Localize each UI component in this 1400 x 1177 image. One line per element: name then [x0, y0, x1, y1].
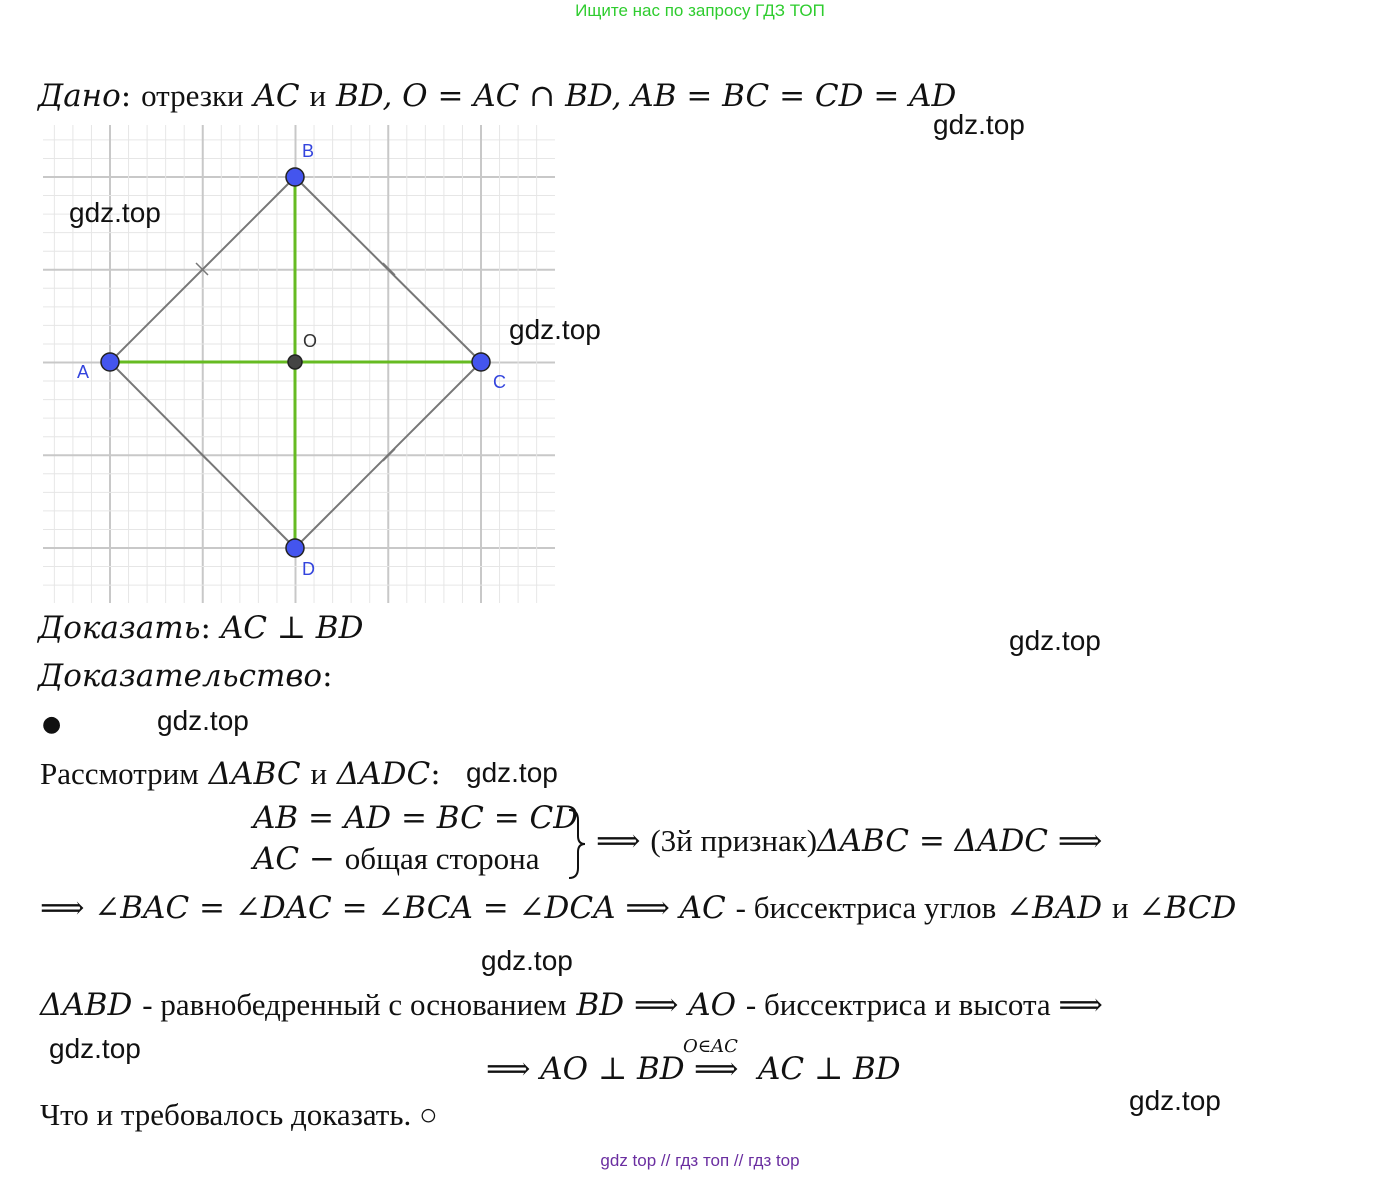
prove-colon: : — [200, 610, 211, 646]
watermark: gdz.top — [157, 705, 249, 736]
right-brace-icon — [566, 808, 586, 880]
conclusion-math2: AC ⊥ BD — [758, 1051, 901, 1087]
angles-line — [40, 890, 1236, 926]
watermark: gdz.top — [49, 1033, 141, 1064]
footer-links[interactable]: gdz top // гдз топ // гдз top — [600, 1151, 800, 1170]
top-banner[interactable]: Ищите нас по запросу ГДЗ ТОП — [575, 1, 825, 20]
conclusion-math: ⟹ AO ⊥ BD — [486, 1051, 685, 1087]
right-brace-path — [569, 810, 585, 878]
label-o: O — [303, 331, 318, 351]
given-text: отрезки — [141, 78, 244, 113]
consider-line — [40, 756, 441, 792]
conclusion-over: O∈AC — [683, 1036, 738, 1057]
consider-math: ΔABC — [208, 756, 301, 792]
given-label: Дано — [38, 78, 121, 114]
given-and: и — [309, 78, 327, 113]
given-colon: : — [120, 78, 132, 114]
isosceles-line — [40, 987, 1103, 1023]
isosceles-math: ΔABD — [40, 987, 133, 1023]
conclusion-arrow: ⟹ — [694, 1051, 739, 1087]
consider-and: и — [310, 756, 328, 791]
isosceles-text2: - биссектриса и высота ⟹ — [745, 987, 1103, 1022]
system-result — [596, 823, 1102, 859]
given-math: , O = AC ∩ BD, AB = BC = CD = AD — [382, 78, 957, 114]
qed-line: Что и требовалось доказать. ○ — [40, 1097, 438, 1132]
label-c: C — [493, 372, 506, 392]
given-seg2: BD — [335, 78, 383, 114]
given-line — [38, 78, 956, 114]
prove-label: Доказать — [38, 610, 201, 646]
prove-line — [38, 610, 363, 646]
point-o — [288, 355, 302, 369]
label-d: D — [302, 559, 315, 579]
watermark: gdz.top — [69, 197, 161, 228]
label-b: B — [302, 141, 315, 161]
isosceles-math2: BD ⟹ AO — [576, 987, 737, 1023]
proof-heading — [38, 658, 333, 694]
angles-and: и — [1112, 890, 1129, 925]
system-result-arrow: ⟹ — [596, 823, 641, 859]
system-line2-text: общая сторона — [344, 841, 540, 876]
angles-text: - биссектриса углов — [735, 890, 997, 925]
watermark: gdz.top — [481, 945, 573, 976]
proof-label: Доказательство — [38, 658, 323, 694]
system-result-math: ΔABC = ΔADC ⟹ — [817, 823, 1103, 859]
point-b — [286, 168, 304, 186]
consider-text: Рассмотрим — [40, 756, 199, 791]
angles-math: ⟹ ∠BAC = ∠DAC = ∠BCA = ∠DCA ⟹ AC — [40, 890, 726, 926]
system-line2-math: AC − — [253, 841, 335, 877]
label-a: A — [77, 362, 90, 382]
angles-math3: ∠BCD — [1138, 890, 1237, 926]
system-line-1: AB = AD = BC = CD — [253, 800, 579, 836]
watermark: gdz.top — [466, 757, 558, 788]
consider-math2: ΔADC — [336, 756, 431, 792]
watermark: gdz.top — [1009, 625, 1101, 656]
bullet-icon: ● — [42, 712, 62, 737]
prove-math: AC ⊥ BD — [220, 610, 364, 646]
system-line-2 — [253, 841, 539, 877]
given-seg1: AC — [253, 78, 300, 114]
watermark: gdz.top — [1129, 1085, 1221, 1116]
system-result-text: (3й признак) — [650, 823, 818, 858]
point-d — [286, 539, 304, 557]
point-a — [101, 353, 119, 371]
proof-colon: : — [322, 658, 333, 694]
isosceles-text: - равнобедренный с основанием — [142, 987, 567, 1022]
consider-colon: : — [430, 756, 441, 792]
watermark: gdz.top — [933, 109, 1025, 140]
point-c — [472, 353, 490, 371]
watermark: gdz.top — [509, 314, 601, 345]
angles-math2: ∠BAD — [1006, 890, 1103, 926]
